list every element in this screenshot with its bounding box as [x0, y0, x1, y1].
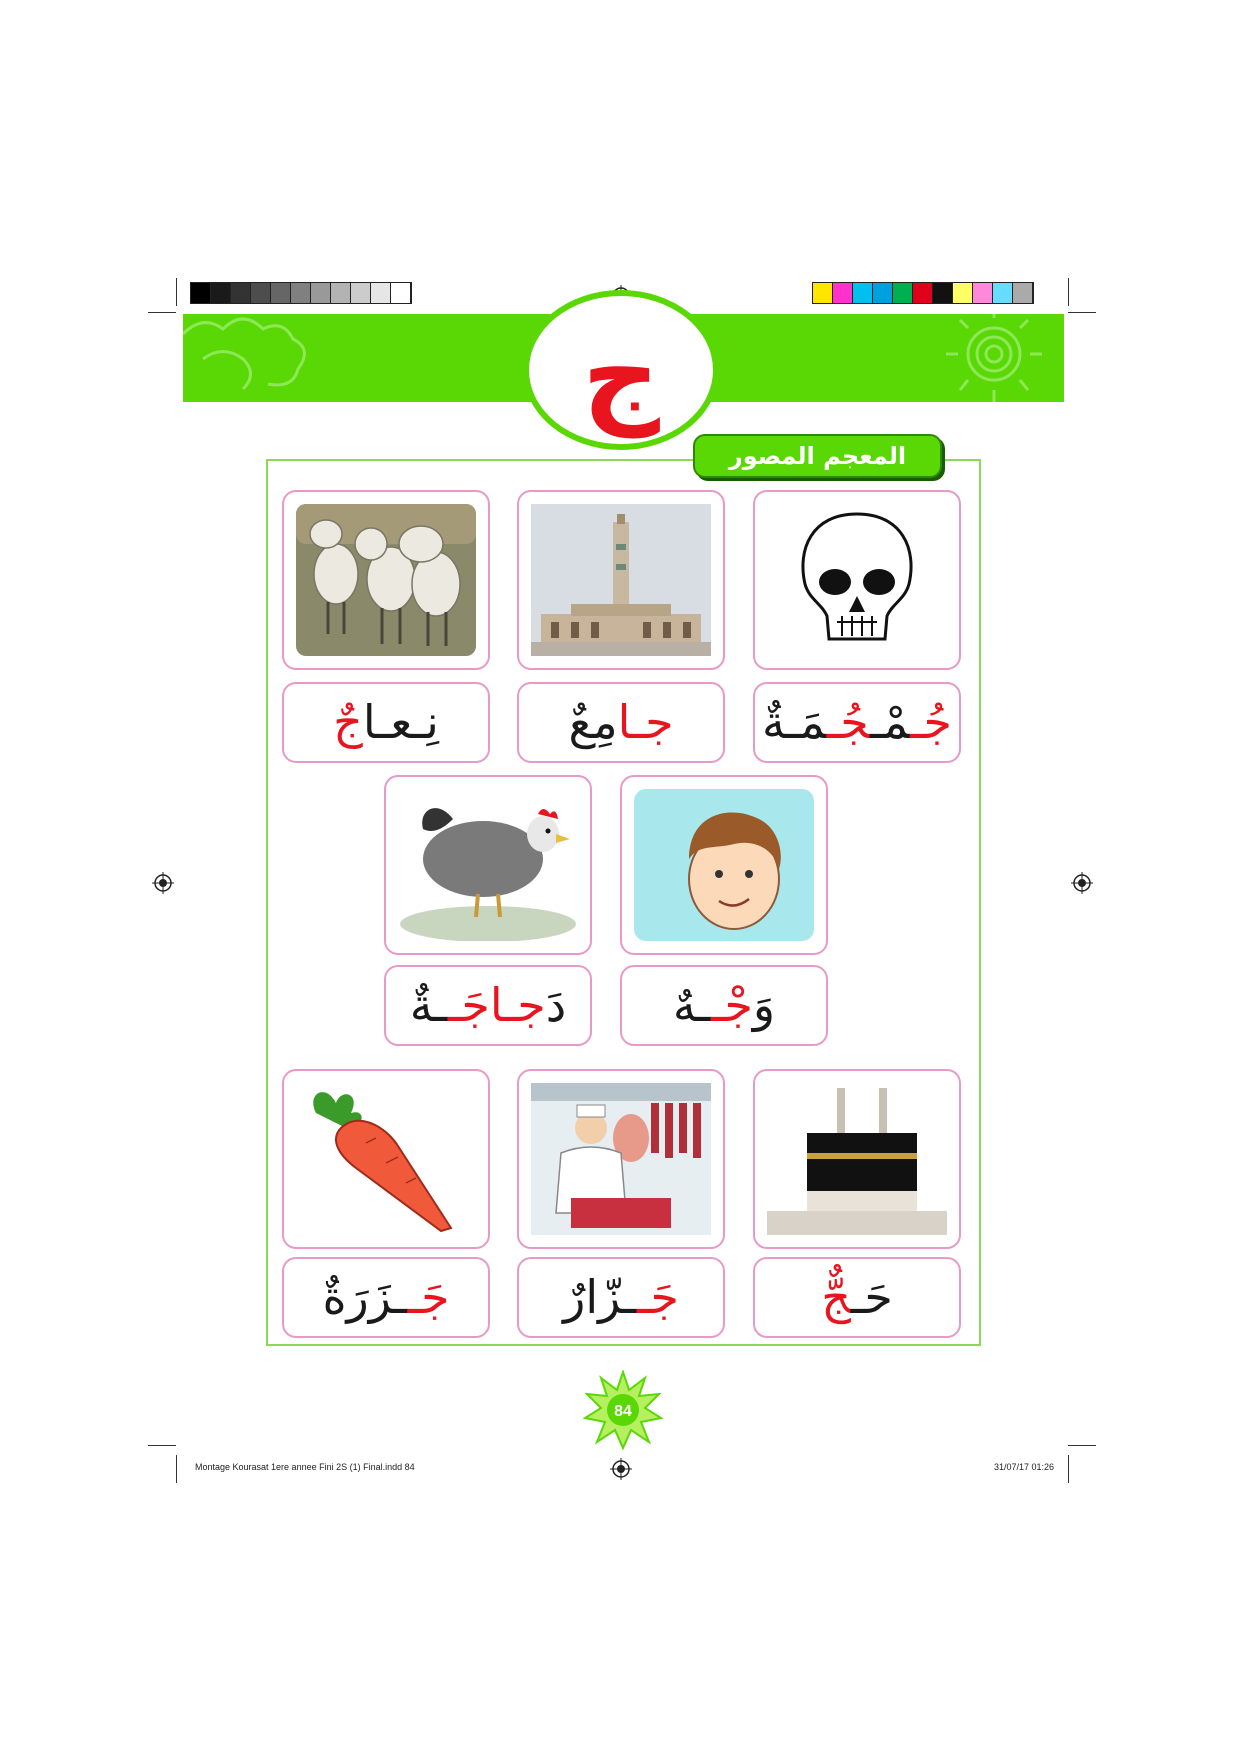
featured-letter: ج: [582, 313, 660, 438]
picture-card-boy-face: [620, 775, 828, 955]
picture-card-hen: [384, 775, 592, 955]
calibration-swatch: [813, 283, 833, 303]
word-card-hajj: حَـجٌّ: [753, 1257, 961, 1338]
calibration-swatch: [211, 283, 231, 303]
calibration-swatch: [993, 283, 1013, 303]
calibration-swatch: [873, 283, 893, 303]
calibration-swatch: [833, 283, 853, 303]
crop-mark: [176, 1455, 177, 1483]
footer-filename: Montage Kourasat 1ere annee Fini 2S (1) Final.indd 84: [195, 1462, 415, 1472]
calibration-swatch: [191, 283, 211, 303]
calibration-swatch: [913, 283, 933, 303]
crop-mark: [1068, 1445, 1096, 1446]
calibration-swatch: [953, 283, 973, 303]
picture-card-sheep: [282, 490, 490, 670]
crop-mark: [1068, 312, 1096, 313]
registration-mark-icon: [152, 872, 174, 894]
page-number-badge: [583, 1370, 663, 1450]
hen-icon: [398, 789, 578, 941]
calibration-swatch: [251, 283, 271, 303]
skull-icon: [767, 504, 947, 656]
footer-date: 31/07/17 01:26: [994, 1462, 1055, 1472]
sheep-icon: [296, 504, 476, 656]
picture-card-skull: [753, 490, 961, 670]
letter-badge: [523, 290, 719, 450]
word-card-mosque: جـامِعٌ: [517, 682, 725, 763]
sun-decoration-icon: [924, 314, 1064, 402]
calibration-swatch: [371, 283, 391, 303]
carrot-icon: [296, 1083, 476, 1235]
calibration-swatch: [391, 283, 411, 303]
word-card-sheep: نِـعـاجٌ: [282, 682, 490, 763]
crop-mark: [1068, 278, 1069, 306]
mosque-icon: [531, 504, 711, 656]
calibration-swatch: [351, 283, 371, 303]
kaaba-icon: [767, 1083, 947, 1235]
word-card-hen: دَجـاجَــةٌ: [384, 965, 592, 1046]
color-calibration-strip: [812, 282, 1034, 304]
gray-calibration-strip: [190, 282, 412, 304]
section-title: المعجم المصور: [693, 434, 942, 478]
registration-mark-icon: [610, 1458, 632, 1480]
calibration-swatch: [231, 283, 251, 303]
registration-mark-icon: [1071, 872, 1093, 894]
picture-card-mosque: [517, 490, 725, 670]
calibration-swatch: [893, 283, 913, 303]
calibration-swatch: [853, 283, 873, 303]
crop-mark: [176, 278, 177, 306]
crop-mark: [1068, 1455, 1069, 1483]
word-card-face: وَجْــهٌ: [620, 965, 828, 1046]
word-card-skull: جُـمْـجُـمَـةٌ: [753, 682, 961, 763]
crop-mark: [148, 312, 176, 313]
picture-card-butcher: [517, 1069, 725, 1249]
page-number: 84: [614, 1403, 632, 1420]
calibration-swatch: [1013, 283, 1033, 303]
word-card-butcher: جَــزّارٌ: [517, 1257, 725, 1338]
cloud-decoration-icon: [183, 314, 323, 402]
picture-card-kaaba: [753, 1069, 961, 1249]
calibration-swatch: [933, 283, 953, 303]
word-card-carrot: جَــزَرَةٌ: [282, 1257, 490, 1338]
crop-mark: [148, 1445, 176, 1446]
picture-card-carrot: [282, 1069, 490, 1249]
calibration-swatch: [271, 283, 291, 303]
calibration-swatch: [331, 283, 351, 303]
calibration-swatch: [973, 283, 993, 303]
butcher-icon: [531, 1083, 711, 1235]
boy-face-icon: [634, 789, 814, 941]
calibration-swatch: [311, 283, 331, 303]
calibration-swatch: [291, 283, 311, 303]
